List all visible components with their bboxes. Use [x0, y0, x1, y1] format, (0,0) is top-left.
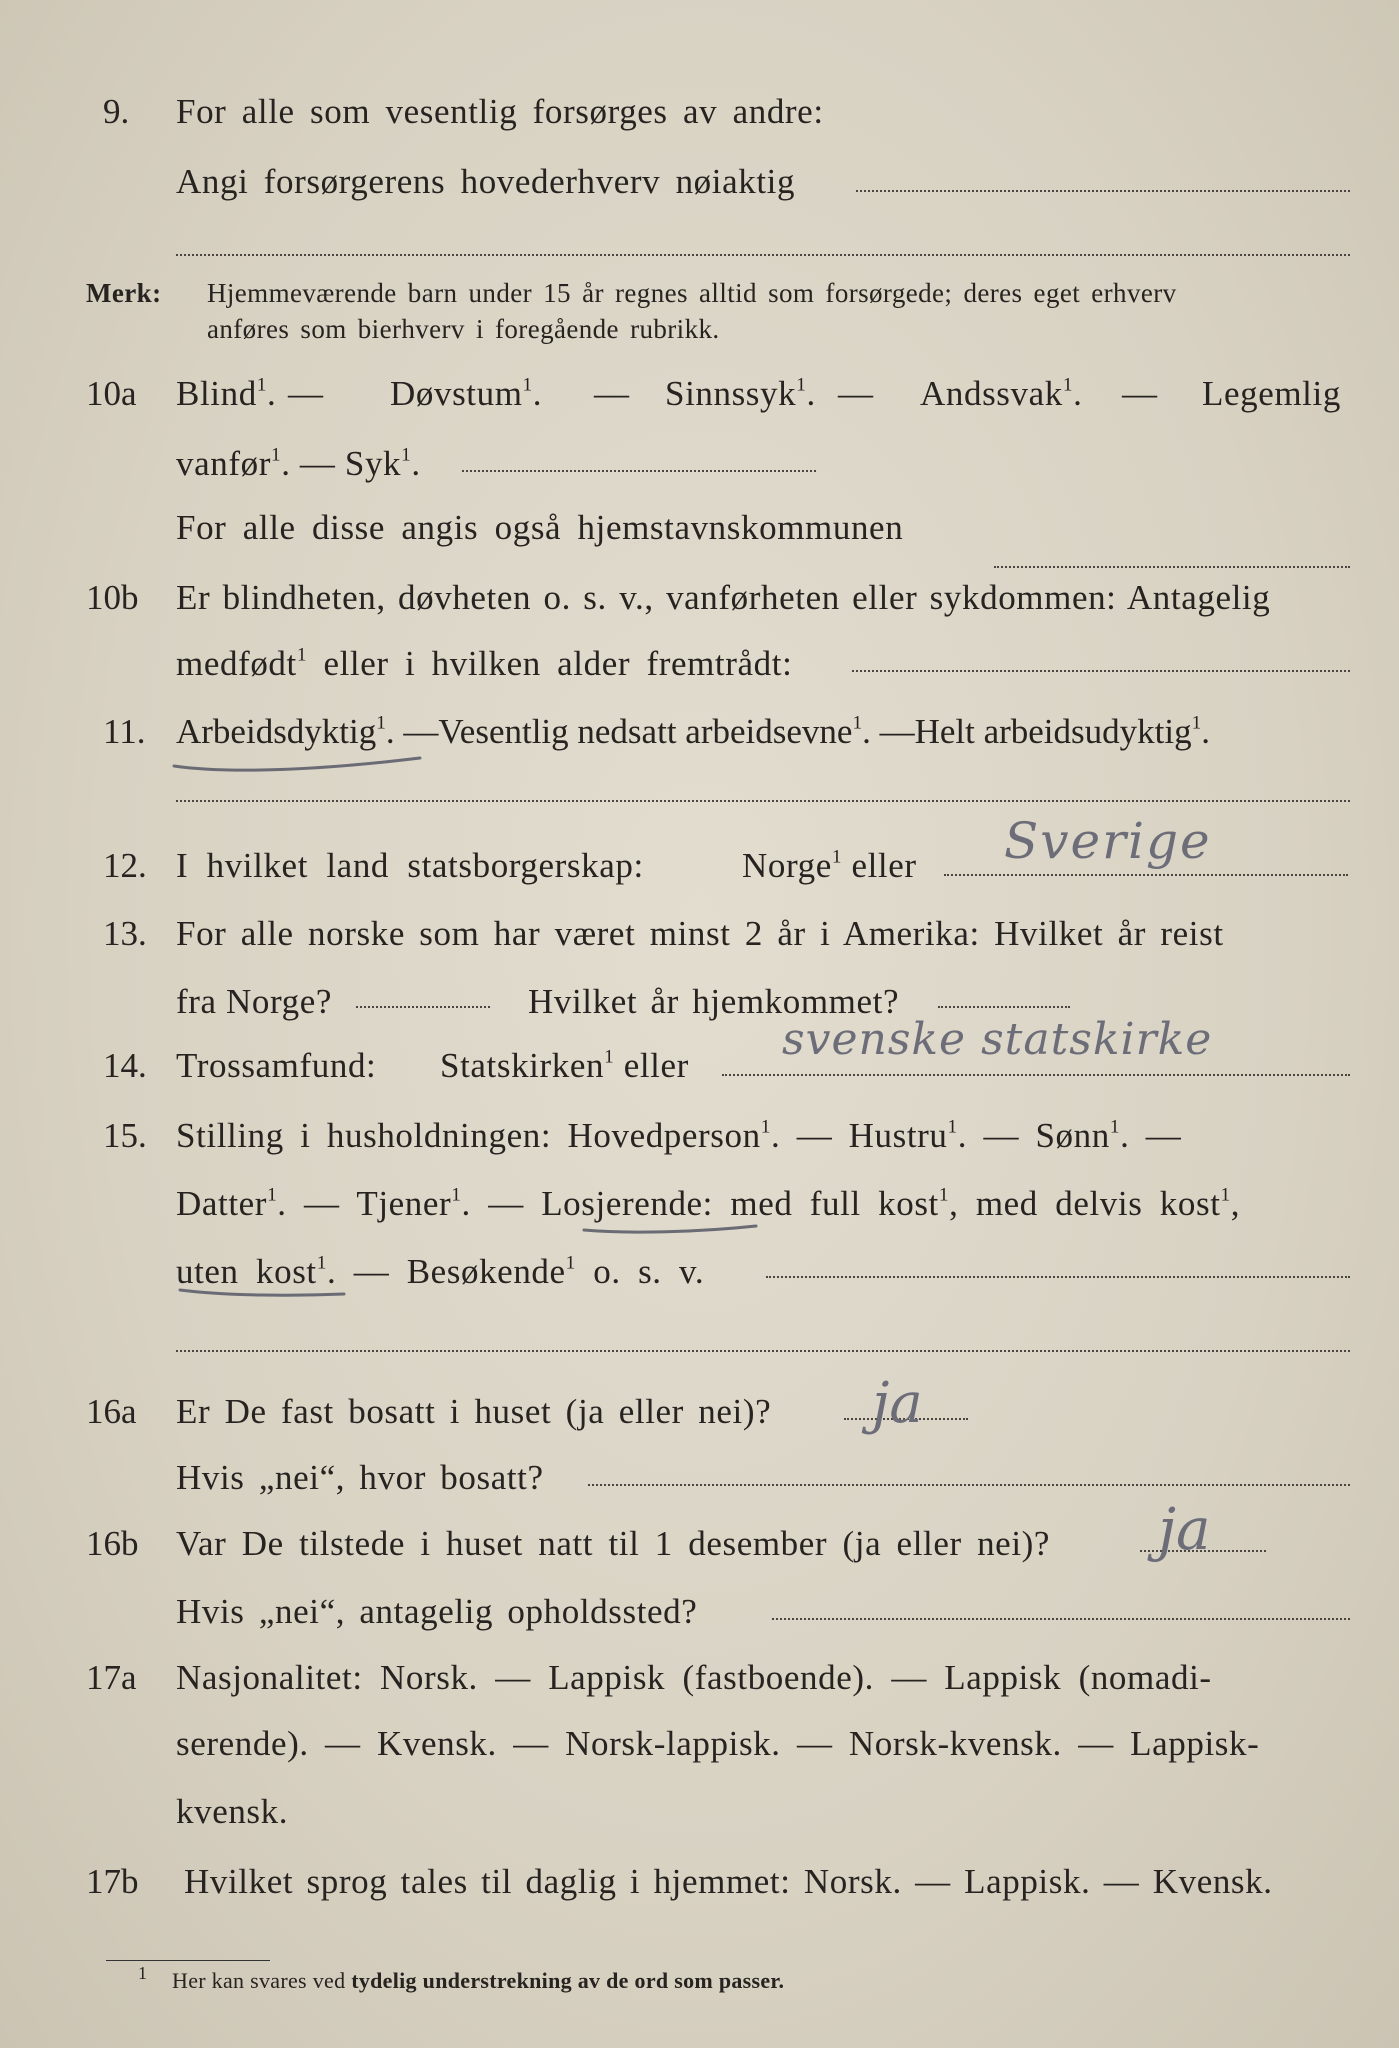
q12-options	[742, 848, 917, 883]
q10a-syk-answer-line[interactable]	[462, 470, 816, 472]
q17a-options-line1[interactable]: Nasjonalitet: Norsk. — Lappisk (fastboende). — Lappisk (nomadi-	[176, 1658, 1212, 1697]
punct: .	[862, 712, 871, 751]
handwritten-underline-arbeidsdyktig	[170, 748, 430, 774]
option-andssvak[interactable]: Andssvak	[920, 374, 1063, 413]
punct: —	[353, 1252, 390, 1291]
option-sinnssyk[interactable]: Sinnssyk	[665, 374, 797, 413]
q16a-question: Er De fast bosatt i huset (ja eller nei)?	[176, 1392, 772, 1431]
q15-row1	[176, 1118, 1181, 1153]
option-medfodt[interactable]: medfødt	[176, 644, 297, 683]
option-vanfor[interactable]: vanfør	[176, 444, 271, 483]
q16a-residence-label: Hvis „nei“, hvor bosatt?	[176, 1458, 544, 1497]
option-besokende[interactable]: Besøkende	[406, 1252, 566, 1291]
q17b-options[interactable]: Hvilket sprog tales til daglig i hjemmet: Norsk. — Lappisk. — Kvensk.	[184, 1862, 1273, 1901]
q14-handwritten-answer: svenske statskirke	[782, 1014, 1213, 1065]
q10b-age-label: eller i hvilken alder fremtrådt:	[323, 644, 793, 683]
q12-handwritten-answer: Sverige	[1004, 812, 1212, 870]
q10b-question: Er blindheten, døvheten o. s. v., vanførheten eller sykdommen: Antagelig	[176, 578, 1271, 617]
punct: .	[267, 374, 277, 413]
q12-answer-line[interactable]	[944, 874, 1348, 876]
punct: —	[299, 444, 336, 483]
q9-provider-label: Angi forsørgerens hovederhverv nøiaktig	[176, 162, 796, 201]
q13-right-label: Hvilket år hjemkommet?	[528, 982, 900, 1021]
option-full-kost[interactable]: med full kost	[730, 1184, 939, 1223]
q10a-number: 10a	[86, 374, 137, 413]
option-blind[interactable]: Blind	[176, 374, 257, 413]
q9-extra-answer-line[interactable]	[176, 254, 1350, 256]
punct: .	[1073, 374, 1083, 413]
q14-eller: eller	[623, 1046, 689, 1085]
q12-eller: eller	[851, 846, 917, 885]
option-syk[interactable]: Syk	[344, 444, 402, 483]
q15-answer-line[interactable]	[766, 1276, 1350, 1278]
footnote-rule	[106, 1960, 270, 1961]
footnote-ref: 1	[1062, 374, 1074, 396]
merk-label: Merk:	[86, 278, 162, 308]
q13-left-answer-line[interactable]	[356, 1006, 490, 1008]
merk-note-line2: anføres som bierhverv i foregående rubrikk.	[207, 314, 720, 344]
q10b-number: 10b	[86, 578, 139, 617]
option-tjener[interactable]: Tjener	[356, 1184, 452, 1223]
q10a-dash: —	[1122, 374, 1158, 413]
option-statskirken[interactable]: Statskirken	[440, 1046, 605, 1085]
q10a-dash: —	[594, 374, 630, 413]
q16a-handwritten-answer: ja	[872, 1371, 923, 1436]
punct: —	[1145, 1116, 1182, 1155]
q10a-dash: —	[288, 374, 324, 413]
footnote-ref: 1	[1191, 712, 1202, 734]
q11-number: 11.	[103, 712, 146, 751]
footnote-ref: 1	[451, 1184, 462, 1206]
punct: —	[488, 1184, 524, 1223]
punct: .	[277, 1184, 287, 1223]
q14-answer-line[interactable]	[722, 1074, 1350, 1076]
q10a-hometown-label: For alle disse angis også hjemstavnskommunen	[176, 508, 904, 547]
q14-label: Trossamfund:	[176, 1046, 377, 1085]
q15-number: 15.	[103, 1116, 147, 1155]
option-sonn[interactable]: Sønn	[1035, 1116, 1110, 1155]
q9-provider-answer-line[interactable]	[856, 190, 1350, 192]
q17b-number: 17b	[86, 1862, 139, 1901]
q16a-number: 16a	[86, 1392, 137, 1431]
punct: —	[304, 1184, 340, 1223]
footnote-ref: 1	[604, 1046, 615, 1068]
footnote-ref: 1	[256, 374, 268, 396]
q10b-row2	[176, 646, 792, 681]
punct: .	[461, 1184, 471, 1223]
option-delvis-kost[interactable]: med delvis kost	[975, 1184, 1221, 1223]
footnote-ref: 1	[270, 444, 282, 466]
option-legemlig[interactable]: Legemlig	[1202, 374, 1341, 413]
q10a-option-sinnssyk-wrap	[665, 376, 816, 411]
footnote-ref: 1	[522, 374, 533, 396]
q15-label: Stilling i husholdningen:	[176, 1116, 552, 1155]
q11-options	[176, 714, 1210, 749]
footnote-ref: 1	[852, 712, 863, 734]
footnote-ref: 1	[401, 444, 412, 466]
q10a-hometown-answer-line[interactable]	[994, 566, 1350, 568]
q16b-question: Var De tilstede i huset natt til 1 desember (ja eller nei)?	[176, 1524, 1051, 1563]
q12-number: 12.	[103, 846, 147, 885]
punct: .	[327, 1252, 337, 1291]
q13-question: For alle norske som har været minst 2 år i Amerika: Hvilket år reist	[176, 914, 1224, 953]
q15-row2: Datter$^1$. — Tjener$^1$. — Losjerende: med full kost$^1$, med delvis kost$^1$,	[176, 1184, 1241, 1223]
footnote-ref: 1	[760, 1116, 771, 1138]
option-norge[interactable]: Norge	[742, 846, 832, 885]
footnote-ref: 1	[1109, 1116, 1121, 1138]
punct: —	[983, 1116, 1020, 1155]
footnote-ref: 1	[376, 712, 386, 734]
footnote-text	[172, 1970, 784, 1992]
option-arbeidsudyktig[interactable]: Helt arbeidsudyktig	[914, 712, 1192, 751]
punct: —	[796, 1116, 833, 1155]
q16b-whereabouts-label: Hvis „nei“, antagelig opholdssted?	[176, 1592, 698, 1631]
punct: .	[957, 1116, 968, 1155]
option-hustru[interactable]: Hustru	[848, 1116, 948, 1155]
q16a-residence-answer-line[interactable]	[588, 1484, 1350, 1486]
handwritten-underline-uten-kost	[176, 1282, 348, 1302]
q9-number: 9.	[103, 92, 130, 131]
merk-note-line1: Hjemmeværende barn under 15 år regnes alltid som forsørgede; deres eget erhverv	[207, 278, 1177, 308]
q10a-option-dovstum-wrap	[390, 376, 542, 411]
footnote-bold: tydelig understrekning av de ord som passer.	[351, 1968, 785, 1993]
q10a-options-row1	[176, 376, 276, 411]
q13-left-label: fra Norge?	[176, 982, 332, 1021]
q14-options	[440, 1048, 689, 1083]
footnote-ref: 1	[267, 1184, 278, 1206]
handwritten-underline-losjerende	[580, 1218, 760, 1238]
punct: —	[879, 712, 915, 751]
option-uten-kost[interactable]: uten kost	[176, 1252, 317, 1291]
q10a-dash: —	[838, 374, 874, 413]
q10a-option-andssvak-wrap	[920, 376, 1082, 411]
option-arbeidsdyktig[interactable]: Arbeidsdyktig	[176, 712, 377, 751]
q16b-number: 16b	[86, 1524, 139, 1563]
footnote-mark: 1	[138, 1963, 148, 1983]
option-dovstum[interactable]: Døvstum	[390, 374, 523, 413]
footnote-ref: 1	[796, 374, 807, 396]
q13-right-answer-line[interactable]	[938, 1006, 1070, 1008]
punct: .	[532, 374, 543, 413]
q13-number: 13.	[103, 914, 147, 953]
punct: .	[385, 712, 395, 751]
option-nedsatt-arbeidsevne[interactable]: Vesentlig nedsatt arbeidsevne	[438, 712, 853, 751]
q17a-number: 17a	[86, 1658, 137, 1697]
q10a-options-row2	[176, 446, 421, 481]
option-losjerende[interactable]: Losjerende:	[541, 1184, 714, 1223]
punct: .	[281, 444, 291, 483]
footnote-ref: 1	[938, 1184, 950, 1206]
footnote-ref: 1	[947, 1116, 958, 1138]
q15-extra-answer-line[interactable]	[176, 1350, 1350, 1352]
q17a-options-line2[interactable]: serende). — Kvensk. — Norsk-lappisk. — Norsk-kvensk. — Lappisk-	[176, 1724, 1260, 1763]
punct: .	[1120, 1116, 1130, 1155]
footnote-ref: 1	[565, 1252, 576, 1274]
footnote-plain: Her kan svares ved	[172, 1968, 346, 1993]
punct: —	[403, 712, 439, 751]
option-datter[interactable]: Datter	[176, 1184, 268, 1223]
footnote-ref: 1	[831, 846, 843, 868]
footnote-ref: 1	[316, 1252, 327, 1274]
punct: .	[770, 1116, 781, 1155]
q9-question: For alle som vesentlig forsørges av andre:	[176, 92, 824, 131]
punct: .	[1201, 712, 1210, 751]
q14-number: 14.	[103, 1046, 147, 1085]
q11-answer-line[interactable]	[176, 800, 1350, 802]
q17a-options-line3[interactable]: kvensk.	[176, 1792, 289, 1831]
q15-osv: o. s. v.	[593, 1252, 705, 1291]
footnote-ref: 1	[1220, 1184, 1231, 1206]
footnote-ref: 1	[296, 644, 308, 666]
punct: .	[411, 444, 421, 483]
q12-question: I hvilket land statsborgerskap:	[176, 846, 644, 885]
option-hovedperson[interactable]: Hovedperson	[567, 1116, 761, 1155]
q16b-handwritten-answer: ja	[1158, 1495, 1211, 1563]
punct: .	[806, 374, 816, 413]
q10b-age-answer-line[interactable]	[852, 670, 1350, 672]
q16b-whereabouts-answer-line[interactable]	[772, 1618, 1350, 1620]
